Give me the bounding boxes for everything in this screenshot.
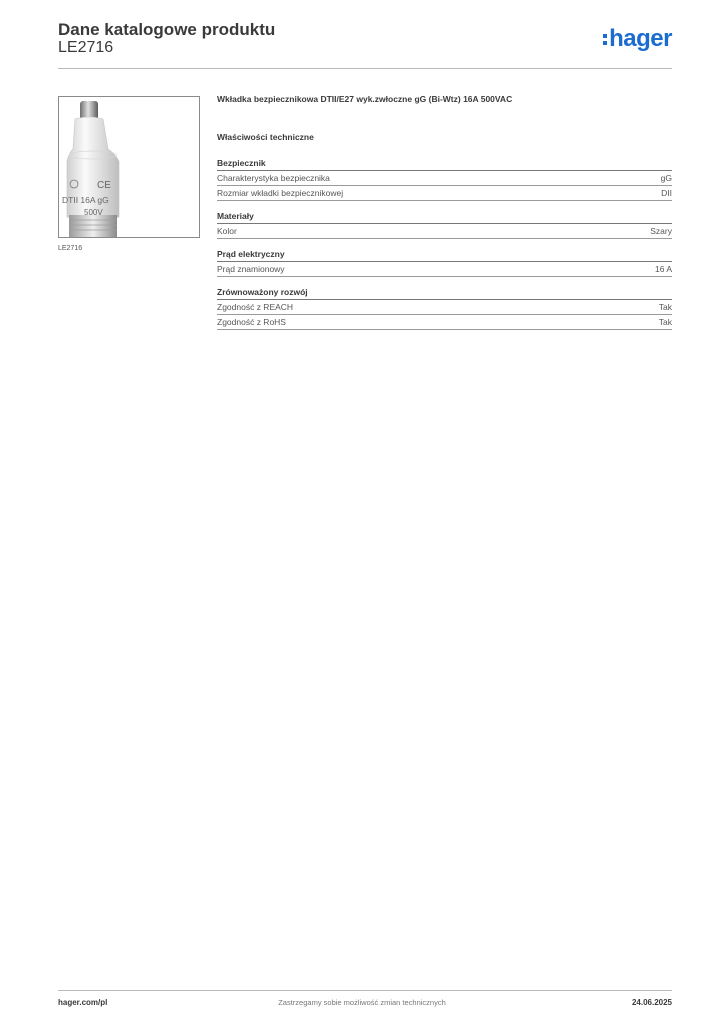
product-details xyxy=(217,94,672,340)
group-fuse xyxy=(217,158,672,201)
product-image xyxy=(58,96,200,238)
logo-text: hager xyxy=(609,25,672,52)
group-title: Zrównoważony rozwój xyxy=(217,287,672,300)
document-title: Dane katalogowe produktu xyxy=(58,20,276,39)
spec-row xyxy=(217,300,672,315)
fuse-marking-1: DTII 16A gG xyxy=(62,195,109,205)
group-title: Prąd elektryczny xyxy=(217,249,672,262)
group-title: Materiały xyxy=(217,211,672,224)
footer-note: Zastrzegamy sobie możliwość zmian technicznych xyxy=(278,998,446,1007)
header-divider xyxy=(58,68,672,69)
spec-label: Rozmiar wkładki bezpiecznikowej xyxy=(217,188,344,198)
spec-label: Zgodność z REACH xyxy=(217,302,294,312)
logo-dots-icon xyxy=(603,32,607,47)
spec-row xyxy=(217,262,672,277)
spec-row xyxy=(217,224,672,239)
footer-date: 24.06.2025 xyxy=(631,998,672,1007)
spec-value: 16 A xyxy=(654,264,672,274)
product-code: LE2716 xyxy=(58,39,114,56)
fuse-marking-2: 500V xyxy=(84,208,103,217)
spec-value: DII xyxy=(661,188,672,198)
image-caption: LE2716 xyxy=(58,245,83,252)
footer-website-link[interactable]: hager.com/pl xyxy=(58,998,108,1007)
spec-row xyxy=(217,171,672,186)
group-title: Bezpiecznik xyxy=(217,158,672,171)
product-name: Wkładka bezpiecznikowa DTII/E27 wyk.zwłoczne gG (Bi-Wtz) 16A 500VAC xyxy=(217,94,513,104)
svg-text:CE: CE xyxy=(97,180,111,191)
spec-value: Szary xyxy=(650,226,672,236)
spec-value: Tak xyxy=(658,317,672,327)
spec-row xyxy=(217,315,672,330)
group-materials xyxy=(217,211,672,239)
spec-row xyxy=(217,186,672,201)
spec-label: Prąd znamionowy xyxy=(217,264,285,274)
fuse-illustration-icon xyxy=(59,97,199,237)
spec-label: Charakterystyka bezpiecznika xyxy=(217,173,330,183)
footer-divider xyxy=(58,990,672,991)
spec-value: Tak xyxy=(658,302,672,312)
section-heading: Właściwości techniczne xyxy=(217,132,314,142)
group-electric-current xyxy=(217,249,672,277)
group-sustainability xyxy=(217,287,672,330)
brand-logo[interactable] xyxy=(603,27,672,51)
spec-value: gG xyxy=(660,173,672,183)
spec-label: Kolor xyxy=(217,226,237,236)
spec-label: Zgodność z RoHS xyxy=(217,317,286,327)
